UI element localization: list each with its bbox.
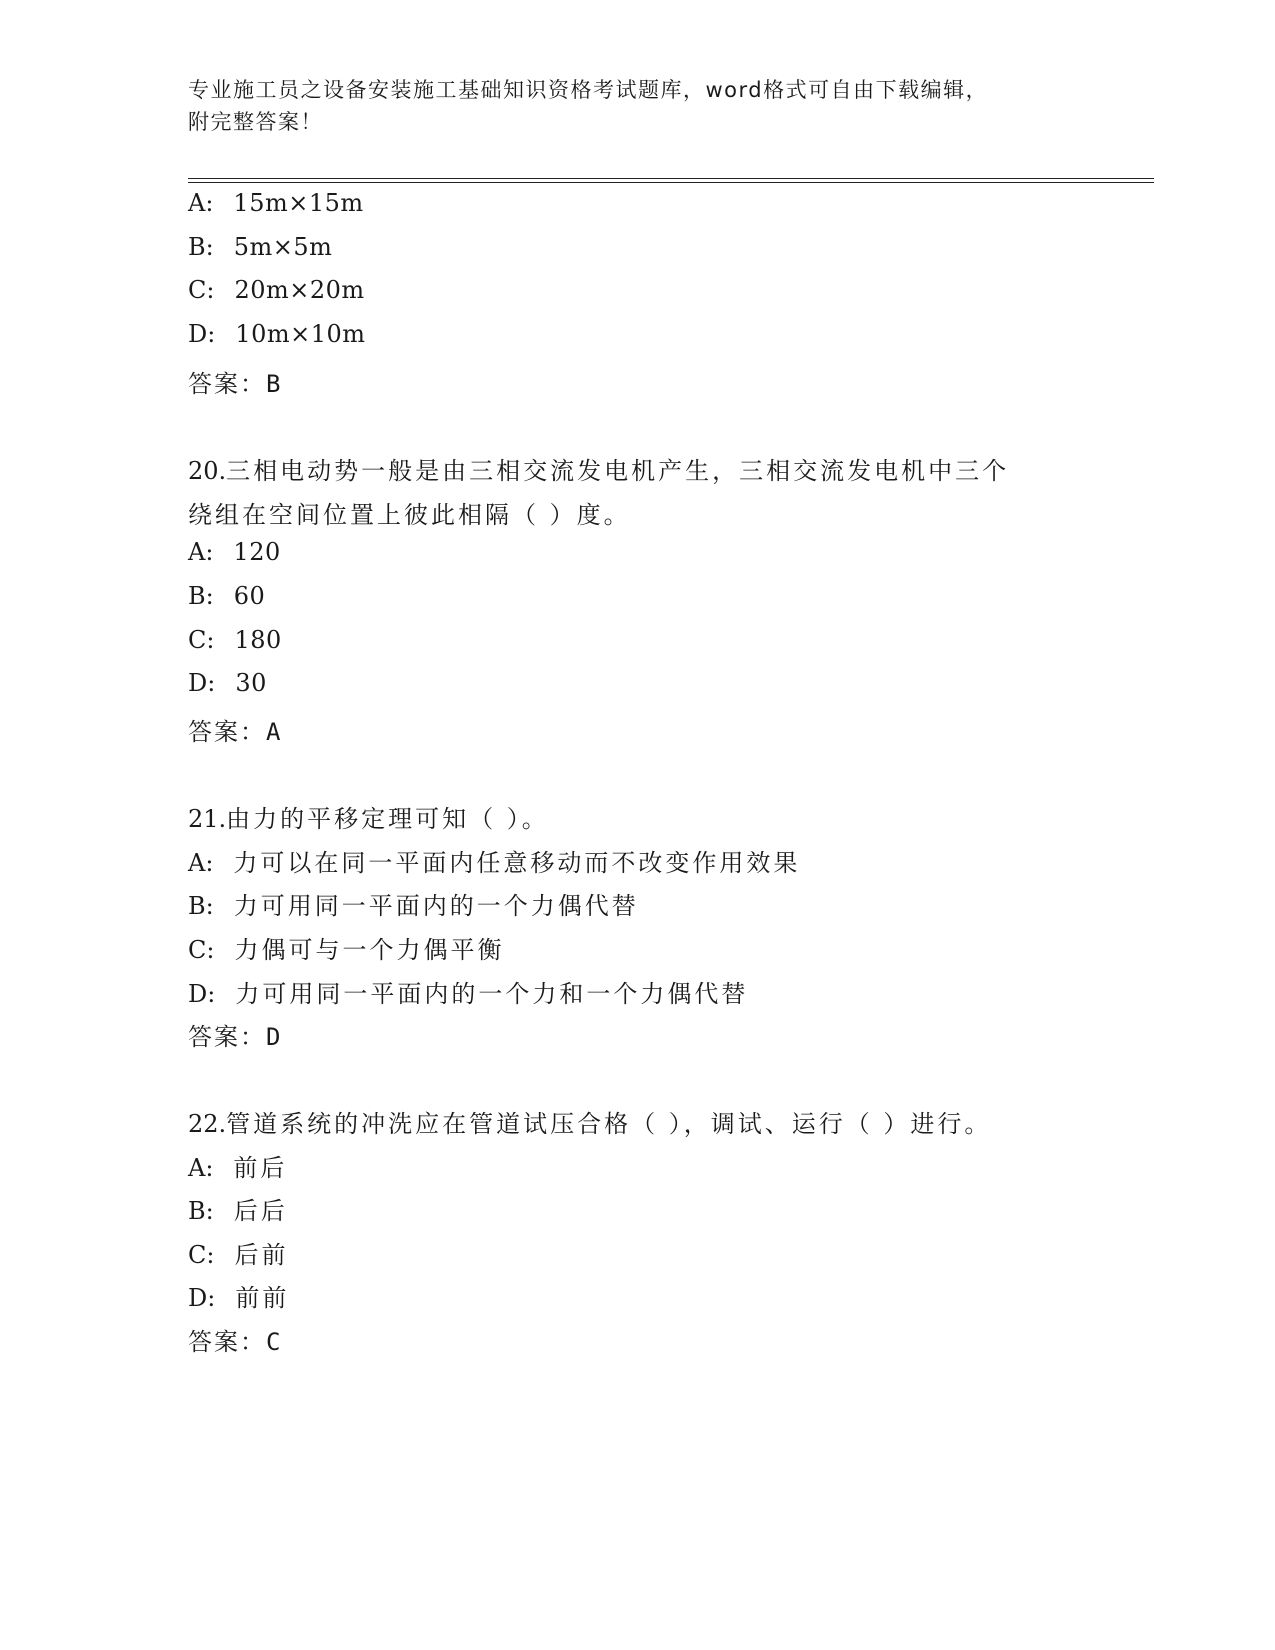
option-letter: A:	[188, 1154, 214, 1182]
q19-answer	[188, 364, 280, 399]
q20-option-b	[188, 582, 265, 610]
option-text: 后后	[233, 1197, 288, 1225]
option-text: 力可用同一平面内的一个力和一个力偶代替	[235, 980, 749, 1008]
option-text: 20m×20m	[234, 276, 365, 304]
q22-option-a	[188, 1148, 287, 1183]
question-text: 管道系统的冲洗应在管道试压合格（ ），调试、运行（ ）进行。	[226, 1110, 992, 1138]
option-text: 60	[233, 582, 266, 610]
option-text: 10m×10m	[235, 320, 366, 348]
question-number: 20.	[188, 457, 227, 485]
q22-option-b	[188, 1191, 288, 1226]
q21-option-b	[188, 886, 639, 921]
option-letter: B:	[188, 233, 214, 261]
answer-value: B	[266, 370, 281, 398]
q20-question-line-1	[188, 451, 1009, 486]
document-header	[188, 74, 1108, 138]
answer-label: 答案：	[188, 1328, 266, 1356]
option-text: 力可以在同一平面内任意移动而不改变作用效果	[233, 849, 801, 877]
option-letter: B:	[188, 892, 214, 920]
question-text: 绕组在空间位置上彼此相隔（ ）度。	[188, 501, 631, 529]
q22-answer	[188, 1322, 280, 1357]
option-text: 180	[234, 626, 282, 654]
question-text: 由力的平移定理可知（ ）。	[226, 805, 549, 833]
option-letter: B:	[188, 1197, 214, 1225]
q21-question	[188, 799, 549, 834]
option-letter: B:	[188, 582, 214, 610]
q21-option-a	[188, 843, 800, 878]
q20-option-a	[188, 538, 281, 566]
header-divider	[188, 178, 1154, 183]
option-text: 后前	[234, 1241, 289, 1269]
question-text: 三相电动势一般是由三相交流发电机产生，三相交流发电机中三个	[226, 457, 1010, 485]
option-letter: D:	[188, 1284, 216, 1312]
option-text: 力可用同一平面内的一个力偶代替	[233, 892, 639, 920]
option-text: 30	[235, 669, 267, 697]
option-text: 前前	[235, 1284, 290, 1312]
q22-option-d	[188, 1278, 289, 1313]
header-line-2: 附完整答案！	[188, 110, 323, 134]
q19-option-c	[188, 276, 365, 304]
answer-label: 答案：	[188, 370, 266, 398]
option-text: 15m×15m	[233, 189, 364, 217]
answer-value: A	[266, 718, 281, 746]
option-letter: C:	[188, 276, 215, 304]
option-letter: D:	[188, 669, 216, 697]
answer-value: D	[266, 1023, 281, 1051]
option-text: 5m×5m	[233, 233, 333, 261]
option-letter: C:	[188, 1241, 215, 1269]
q20-question-line-2	[188, 495, 631, 530]
q21-option-d	[188, 974, 748, 1009]
q20-option-c	[188, 626, 282, 654]
q20-answer	[188, 712, 280, 747]
answer-label: 答案：	[188, 1023, 266, 1051]
option-letter: C:	[188, 626, 215, 654]
q19-option-d	[188, 320, 366, 348]
q22-option-c	[188, 1235, 288, 1270]
option-letter: A:	[188, 189, 214, 217]
header-line-1: 专业施工员之设备安装施工基础知识资格考试题库，word格式可自由下载编辑，	[188, 78, 989, 102]
option-letter: A:	[188, 538, 214, 566]
q19-option-b	[188, 233, 332, 261]
option-text: 120	[233, 538, 281, 566]
option-text: 前后	[233, 1154, 288, 1182]
answer-value: C	[266, 1328, 281, 1356]
q19-option-a	[188, 189, 364, 217]
question-number: 21.	[188, 805, 227, 833]
q21-option-c	[188, 930, 504, 965]
question-number: 22.	[188, 1110, 227, 1138]
option-letter: A:	[188, 849, 214, 877]
answer-label: 答案：	[188, 718, 266, 746]
option-letter: D:	[188, 320, 216, 348]
q21-answer	[188, 1017, 280, 1052]
option-letter: C:	[188, 936, 215, 964]
q22-question	[188, 1104, 991, 1139]
option-text: 力偶可与一个力偶平衡	[234, 936, 505, 964]
option-letter: D:	[188, 980, 216, 1008]
q20-option-d	[188, 669, 267, 697]
